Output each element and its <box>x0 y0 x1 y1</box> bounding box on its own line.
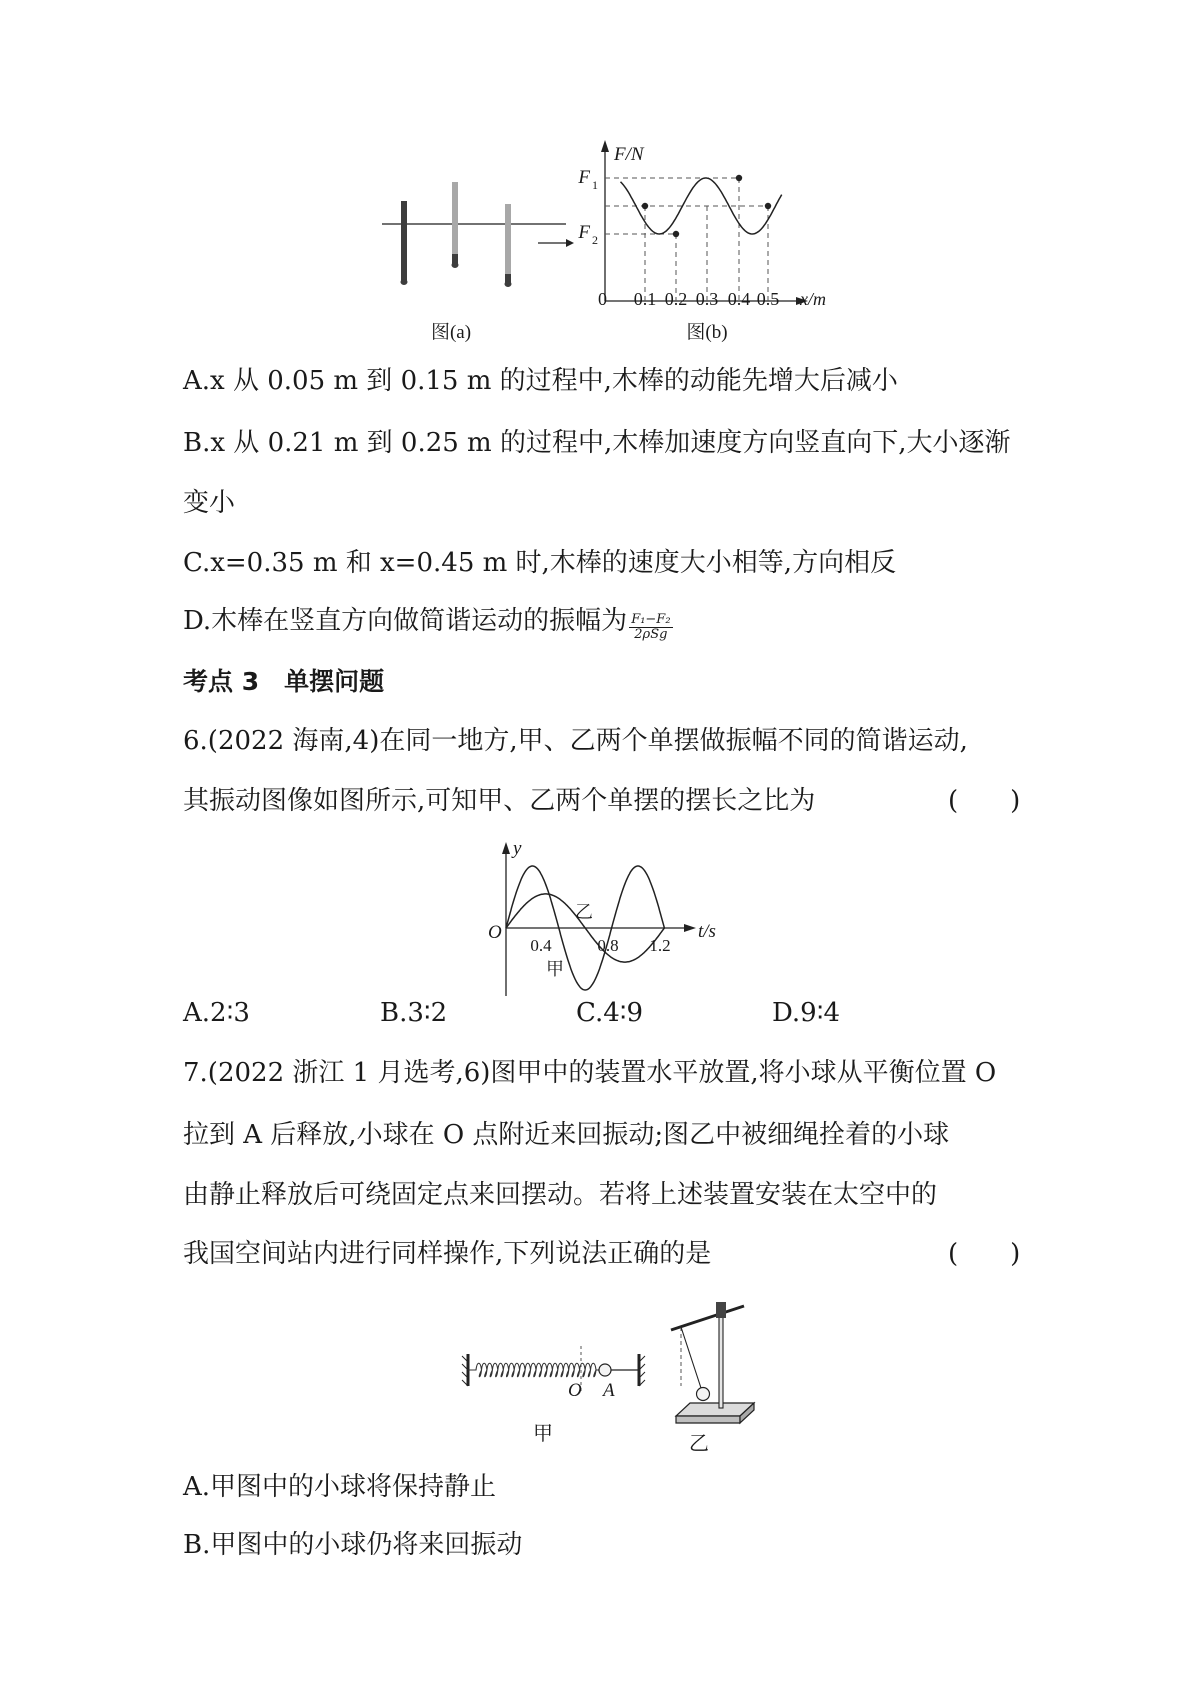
label-a: A <box>603 1380 615 1401</box>
figure-q7 <box>0 1290 1200 1460</box>
q6-stem-line2: 其振动图像如图所示,可知甲、乙两个单摆的摆长之比为 <box>183 786 816 816</box>
q6-option-d: D.9∶4 <box>772 998 841 1028</box>
q5-option-a: A.x 从 0.05 m 到 0.15 m 的过程中,木棒的动能先增大后减小 <box>183 366 898 396</box>
t-tick: 0.8 <box>597 936 619 955</box>
q6-option-a: A.2∶3 <box>183 998 250 1028</box>
q5-option-c: C.x=0.35 m 和 x=0.45 m 时,木棒的速度大小相等,方向相反 <box>183 548 897 578</box>
curve-jia-label: 甲 <box>546 959 564 979</box>
fraction-numerator: F₁−F₂ <box>631 612 671 627</box>
x-axis-label: x/m <box>800 289 826 309</box>
spring-oscillator <box>462 1346 645 1394</box>
q7-answer-paren: ( ) <box>948 1239 1021 1269</box>
q5-option-d-text: D.木棒在竖直方向做简谐运动的振幅为 <box>183 606 628 636</box>
t-tick: 1.2 <box>649 936 671 955</box>
x-tick: 0.2 <box>664 289 688 309</box>
curve-yi-label: 乙 <box>575 902 593 922</box>
figure-q5 <box>0 0 1200 360</box>
x-tick: 0.5 <box>756 289 780 309</box>
f1-label: F <box>578 167 590 188</box>
f2-subscript: 2 <box>592 233 598 247</box>
fraction-denominator: 2ρSg <box>634 627 668 642</box>
t-tick: 0.4 <box>530 936 552 955</box>
amplitude-fraction <box>629 613 672 642</box>
q7-option-a: A.甲图中的小球将保持静止 <box>183 1472 497 1502</box>
x-tick: 0.1 <box>633 289 657 309</box>
f1-subscript: 1 <box>592 178 598 192</box>
q7-stem-line3: 由静止释放后可绕固定点来回摆动。若将上述装置安装在太空中的 <box>183 1180 938 1210</box>
y-label: y <box>513 838 522 859</box>
figure-a-caption: 图(a) <box>430 322 472 343</box>
q7-stem-line1: 7.(2022 浙江 1 月选考,6)图甲中的装置水平放置,将小球从平衡位置 O <box>183 1058 997 1088</box>
figure-a-wooden-sticks <box>382 182 574 287</box>
q6-answer-paren: ( ) <box>948 786 1021 816</box>
y-axis-label: F/N <box>614 144 644 165</box>
q6-stem-line1: 6.(2022 海南,4)在同一地方,甲、乙两个单摆做振幅不同的简谐运动, <box>183 726 968 756</box>
caption-yi: 乙 <box>689 1433 709 1455</box>
origin-label: 0 <box>598 289 607 309</box>
figure-b-caption: 图(b) <box>686 322 728 343</box>
f2-label: F <box>578 222 590 243</box>
q5-option-b-line2: 变小 <box>183 488 236 518</box>
label-o: O <box>568 1380 582 1401</box>
x-tick: 0.4 <box>727 289 751 309</box>
q6-option-b: B.3∶2 <box>380 998 448 1028</box>
q7-stem-line2: 拉到 A 后释放,小球在 O 点附近来回振动;图乙中被细绳拴着的小球 <box>183 1120 950 1150</box>
q5-option-d <box>183 604 673 642</box>
pendulum-stand <box>671 1302 754 1423</box>
origin-label: O <box>488 922 502 943</box>
spring-coil <box>468 1363 598 1377</box>
caption-jia: 甲 <box>533 1423 553 1445</box>
q6-option-c: C.4∶9 <box>576 998 644 1028</box>
q5-option-b-line1: B.x 从 0.21 m 到 0.25 m 的过程中,木棒加速度方向竖直向下,大小逐渐 <box>183 428 1011 458</box>
q7-stem-line4: 我国空间站内进行同样操作,下列说法正确的是 <box>183 1239 712 1269</box>
section-title: 考点 3 单摆问题 <box>183 667 385 696</box>
x-tick: 0.3 <box>695 289 719 309</box>
q7-option-b: B.甲图中的小球仍将来回振动 <box>183 1530 523 1560</box>
x-label: t/s <box>698 921 716 942</box>
